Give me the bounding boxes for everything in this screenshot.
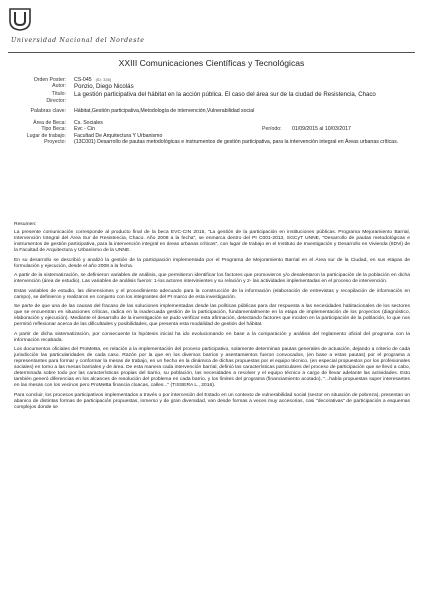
unne-logo-icon [8,7,32,31]
director-label: Director: [46,98,66,105]
paragraph: A partir de la sistematización, se definieron variables de análisis, que permitieron identificar los factores que promovieron y/o desalentaron la participación de la población en dicha intervención (área de estudio). Las variables de análisis fueron: 1-los actores intervinientes y su relación y 2- las actividades implementadas en el proceso de intervención. [14,273,410,285]
autor-label: Autor: [52,83,66,90]
director-row [8,98,413,104]
metadata-block [8,77,413,146]
paragraph: En su desarrollo se describió y analizó la gestión de la participación implementada por el Programa de Mejoramiento Barrial en el Área sur de la Ciudad, en sus etapas de formulación y ejecución, desde el año 2008 a la fecha. [14,257,410,269]
titulo-value: La gestión participativa del hábitat en la acción pública. El caso del área sur de la ciudad de Resistencia, Chaco [74,90,376,98]
header-divider [8,52,415,53]
university-name: Universidad Nacional del Nordeste [11,37,145,44]
orden-label: Orden Poster: [33,77,66,83]
lugar-label: Lugar de trabajo: [26,132,66,139]
palabras-row [8,108,413,114]
area-label: Área de Beca: [33,120,66,127]
paragraph: A partir de dicha sistematización, por consecuente la hipótesis inicial ha ido evolucionando en base a la comparación y análisis del reglamento oficial del programa con la información recabada. [14,331,410,343]
page-title: XXIII Comunicaciones Científicas y Tecnológicas [118,58,305,68]
tipo-value: Evc - Cin [74,126,96,133]
resumen-label: Resumen: [14,222,37,227]
proyecto-label: Proyecto: [44,139,66,146]
paragraph: La presente comunicación corresponde al producto final de la beca EVC-CIN 2015, "La gestión de la participación en instituciones públicas. Programa Mejoramiento Barrial, Intervención Integral del Área Sur de Resistencia, Chaco. Año 2008 a la fecha", se enmarca dentro del PI C001-2013, SGCyT UNNE, "Desarrollo de pautas metodológicas e instrumentos de gestión participativa, para la intervención integral en áreas urbanas críticas", con lugar de trabajo en el Instituto de Investigación y Desarrollo en Vivienda (IIDVi) de la Facultad de Arquitectura y Urbanismo de la UNNE. [14,230,410,254]
palabras-value: Hábitat,Gestión participativa,Metodología de intervención,Vulnerabilidad social [74,107,255,114]
autor-row [8,83,413,90]
abstract-body [14,222,410,414]
titulo-row [8,91,413,98]
proyecto-row [8,139,413,145]
proyecto-value: (13C001) Desarrollo de pautas metodológicas e instrumentos de gestión participativa, para la intervención integral en Áreas urbanas críticas. [74,139,399,146]
lugar-value: Facultad De Arquitectura Y Urbanismo [74,132,163,139]
header [8,5,418,51]
autor-value: Ponzio, Diego Nicolás [74,83,134,91]
tipo-label: Tipo Beca: [41,126,66,133]
director-value [74,98,413,104]
paragraph: Para concluir, los procesos participativos implementados a través o por intercesión del Estado en un contexto de vulnerabilidad social (sector en situación de pobreza), presentan un abanico de distintas formas de participación propuestas, inmerso y de gran diversidad, van desde formas a veces muy accesorias, casi "decorativas" de participación a esquemas complejos donde se [14,392,410,410]
orden-id: (ID: 335) [95,77,112,82]
paragraph: Estas variables de estudio, las dimensiones y el procedimiento adecuado para la construcción de la información (elaboración de entrevistas y recopilación de información en campo), se definieron y realizaron en conjunto con los integrantes del PI marco de esta investigación. [14,288,410,300]
palabras-label: Palabras clave: [30,107,66,114]
area-value: Cs. Sociales [74,120,103,127]
orden-value: CS-045 [74,77,92,83]
paragraph: Se parte de que una de las causas del fracaso de las soluciones implementadas desde las políticas públicas para dar respuesta a las necesidades habitacionales de los sectores que se encuentran en situaciones críticas, radica en la inadecuada gestión de la participación, fundamentalmente en la etapa de implementación de los proyectos (diagnóstico, elaboración y ejecución). Mediante el desarrollo de la investigación se pudo verificar esta afirmación, detectando factores que inciden en la participación de la población, lo que nos permitió reflexionar acerca de las dificultades y posibilidades, que presenta esta modalidad de gestión del hábitat. [14,304,410,328]
titulo-label: Título: [51,90,66,97]
periodo-label: Período: [262,126,282,133]
paragraph: Los documentos oficiales del ProMeBa, en relación a la implementación del proceso participativo, solamente determinan pautas generales de actuación, dejando a criterio de cada jurisdicción las particularidades de cada caso. Razón por la que en los diversos barrios y asentamientos fueron convocados, (en base a estas pautas) por el programa a representantes para formar y conformar la mesas de trabajo, en un hecho en la dinámica de dichas propuestas por el equipo técnico, (en especial propuestos por los profesionales sociales) en torno a las mesas barriales y de área. De esta manera cada intervención barrial, definió las características particulares del proceso de participación que se llevó a cabo, determinada sobre todo por las características propias del barrio, su población, las necesidades a resolver y el equipo técnico a cargo de llevar adelante las actividades. Esto también generó diferencias en los alcances de resolución del problema en cada barrio, y los límites del programa (financiamiento acotado), "...había propuestas super interesantes en las mesas con los vecinos pero ProMeBa financia cloacas, calles..." (TISSERA L., 2016). [14,347,410,389]
periodo-value: 01/09/2015 al 10/03/2017 [292,126,351,133]
